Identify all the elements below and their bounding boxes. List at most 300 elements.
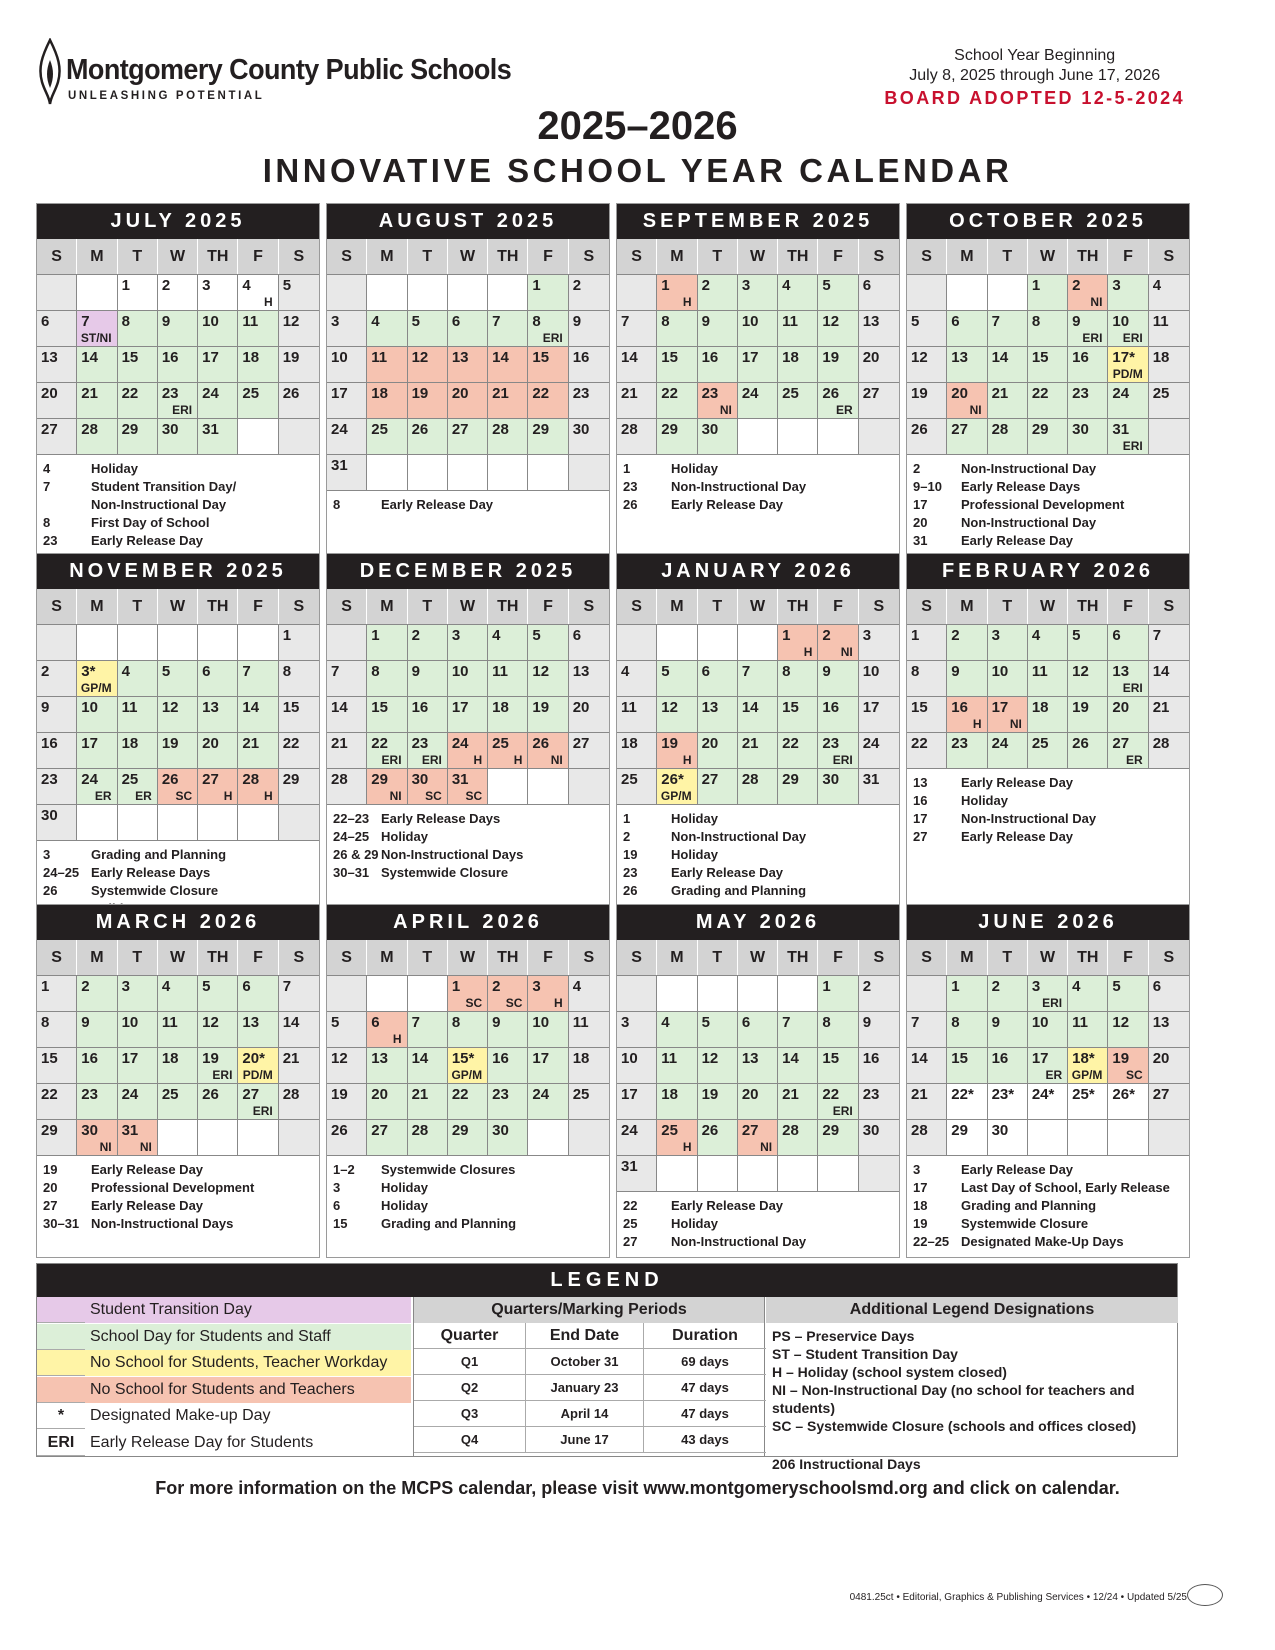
day-of-week-header — [617, 239, 899, 274]
day-cell — [947, 383, 987, 419]
day-of-week: S — [907, 589, 947, 624]
day-number: 3 — [532, 978, 541, 995]
day-cell — [569, 383, 609, 419]
day-code: ERI — [1122, 681, 1143, 695]
note-row — [623, 1197, 893, 1215]
day-cell — [198, 1012, 238, 1048]
day-cell — [988, 625, 1028, 661]
note-text: Systemwide Closures — [381, 1162, 516, 1177]
day-cell — [778, 419, 818, 455]
day-number: 17 — [991, 699, 1009, 716]
day-of-week: TH — [198, 589, 238, 624]
day-cell — [1149, 976, 1189, 1012]
quarter-cell: October 31 — [526, 1349, 644, 1375]
day-of-week: TH — [778, 589, 818, 624]
day-number: 22 — [371, 735, 388, 752]
additional-title: Additional Legend Designations — [766, 1297, 1178, 1323]
day-cell — [818, 383, 858, 419]
day-number: 17 — [741, 349, 759, 366]
day-number: 16 — [991, 1050, 1009, 1067]
day-code: ER — [94, 789, 112, 803]
day-cell — [988, 697, 1028, 733]
month-panel — [616, 904, 900, 1258]
day-cell — [738, 275, 778, 311]
day-number: 6 — [572, 627, 582, 644]
day-cell — [1028, 1120, 1068, 1156]
day-cell — [657, 419, 697, 455]
day-number: 24 — [741, 385, 759, 402]
day-cell — [778, 275, 818, 311]
day-number: 2 — [991, 978, 1000, 995]
month-panel — [326, 203, 610, 557]
month-grid — [907, 624, 1189, 769]
day-of-week: W — [448, 589, 488, 624]
note-row — [913, 1179, 1183, 1197]
day-number: 11 — [121, 699, 138, 716]
day-cell — [738, 976, 778, 1012]
day-cell — [1149, 383, 1189, 419]
day-cell — [448, 311, 488, 347]
day-cell — [1068, 976, 1108, 1012]
day-number: 2 — [81, 978, 90, 995]
day-number: 8 — [822, 1014, 831, 1031]
note-date: 27 — [623, 1234, 638, 1249]
day-number: 2 — [41, 663, 50, 680]
note-date: 19 — [913, 1216, 928, 1231]
day-number: 27 — [41, 421, 58, 438]
day-number: 26 — [701, 1122, 719, 1139]
day-number: 3 — [1031, 978, 1041, 995]
day-cell — [988, 976, 1028, 1012]
day-cell — [327, 733, 367, 769]
day-code: H — [264, 789, 273, 803]
day-number: 3 — [741, 277, 751, 294]
legend-item — [37, 1350, 411, 1376]
day-number: 29 — [661, 421, 678, 438]
day-number: 12 — [911, 349, 928, 366]
day-number: 17 — [451, 699, 469, 716]
day-of-week: S — [293, 949, 305, 966]
day-number: 9 — [81, 1014, 90, 1031]
day-number: 24 — [862, 735, 880, 752]
day-code: ERI — [252, 1104, 273, 1118]
month-grid — [907, 975, 1189, 1156]
day-of-week: F — [528, 239, 568, 274]
month-grid — [907, 274, 1189, 455]
day-cell — [947, 419, 987, 455]
day-of-week: T — [118, 589, 158, 624]
day-cell — [1149, 1048, 1189, 1084]
day-cell — [118, 1120, 158, 1156]
day-number: 13 — [1152, 1014, 1170, 1031]
title-main: INNOVATIVE SCHOOL YEAR CALENDAR — [262, 152, 1013, 189]
day-cell — [327, 455, 367, 491]
day-cell — [279, 383, 319, 419]
day-of-week: M — [657, 589, 697, 624]
day-of-week: S — [617, 940, 657, 975]
org-name: Montgomery County Public Schools — [66, 54, 512, 86]
day-number: 27 — [862, 385, 880, 402]
day-cell — [1108, 697, 1148, 733]
day-cell — [528, 1120, 568, 1156]
day-number: 30 — [41, 807, 58, 824]
day-number: 5 — [532, 627, 541, 644]
day-number: 21 — [991, 385, 1009, 402]
day-cell — [238, 697, 278, 733]
legend-item — [37, 1430, 411, 1456]
day-number: 13 — [371, 1050, 388, 1067]
day-number: 11 — [782, 313, 798, 330]
day-cell — [738, 1084, 778, 1120]
day-cell — [859, 347, 899, 383]
day-of-week-header — [907, 589, 1189, 624]
day-cell — [448, 1120, 488, 1156]
day-cell — [859, 625, 899, 661]
day-cell — [448, 976, 488, 1012]
day-cell — [657, 275, 697, 311]
day-cell — [327, 625, 367, 661]
day-number: 3 — [862, 627, 872, 644]
day-number: 26 — [161, 771, 179, 788]
day-cell — [617, 625, 657, 661]
day-number: 29 — [121, 421, 139, 438]
day-cell — [367, 1084, 407, 1120]
day-number: 26 — [411, 421, 429, 438]
day-of-week: S — [873, 248, 885, 265]
day-cell — [859, 1120, 899, 1156]
day-of-week: W — [158, 239, 198, 274]
day-of-week: T — [408, 589, 448, 624]
legend-label: Designated Make-up Day — [85, 1403, 411, 1429]
day-number: 22 — [451, 1086, 469, 1103]
day-cell — [617, 733, 657, 769]
day-number: 20 — [951, 385, 968, 402]
note-date: 23 — [623, 479, 638, 494]
note-date: 27 — [913, 829, 928, 844]
day-of-week: TH — [198, 239, 238, 274]
designation-item: H – Holiday (school system closed) — [772, 1364, 1007, 1380]
month-panel — [326, 904, 610, 1258]
day-number: 23 — [951, 735, 968, 752]
day-number: 27 — [701, 771, 719, 788]
day-number: 3* — [81, 663, 96, 680]
month-title: MARCH 2026 — [37, 905, 319, 940]
day-cell — [818, 625, 858, 661]
day-cell — [528, 661, 568, 697]
note-date: 30–31 — [333, 865, 370, 880]
day-number: 19 — [701, 1086, 719, 1103]
day-cell — [1108, 733, 1148, 769]
day-number: 20 — [371, 1086, 388, 1103]
day-cell — [988, 1048, 1028, 1084]
month-title: APRIL 2026 — [327, 905, 609, 940]
day-cell — [818, 697, 858, 733]
day-number: 26 — [202, 1086, 219, 1103]
day-cell — [818, 733, 858, 769]
day-number: 10 — [202, 313, 219, 330]
day-cell — [238, 976, 278, 1012]
day-number: 5 — [282, 277, 292, 294]
day-number: 24 — [451, 735, 469, 752]
day-number: 14 — [991, 349, 1009, 366]
day-cell — [118, 383, 158, 419]
day-number: 24 — [532, 1086, 550, 1103]
day-number: 5 — [701, 1014, 710, 1031]
legend-swatch: ERI — [37, 1430, 85, 1455]
day-cell — [947, 1120, 987, 1156]
day-cell — [448, 661, 488, 697]
day-cell — [738, 347, 778, 383]
day-cell — [569, 311, 609, 347]
day-cell — [37, 697, 77, 733]
day-number: 25 — [572, 1086, 590, 1103]
day-code: ERI — [1122, 439, 1143, 453]
day-cell — [198, 697, 238, 733]
day-cell — [198, 347, 238, 383]
note-row — [43, 1197, 313, 1215]
day-cell — [279, 1120, 319, 1156]
day-number: 25* — [1072, 1086, 1095, 1103]
quarters-title: Quarters/Marking Periods — [414, 1297, 764, 1323]
note-text: Non-Instructional Days — [91, 1216, 234, 1231]
day-number: 4 — [1072, 978, 1081, 995]
day-cell — [158, 625, 198, 661]
note-row — [623, 828, 893, 846]
day-cell — [279, 311, 319, 347]
day-cell — [947, 697, 987, 733]
day-number: 7 — [782, 1014, 791, 1031]
day-cell — [528, 275, 568, 311]
day-number: 21 — [331, 735, 348, 752]
month-title: SEPTEMBER 2025 — [617, 204, 899, 239]
day-number: 30 — [81, 1122, 98, 1139]
day-cell — [158, 805, 198, 841]
day-cell — [448, 769, 488, 805]
day-cell — [408, 1120, 448, 1156]
day-cell — [617, 1012, 657, 1048]
note-row — [623, 1215, 893, 1233]
day-cell — [1028, 275, 1068, 311]
day-number: 10 — [1112, 313, 1130, 330]
day-of-week: F — [818, 940, 858, 975]
day-code: ERI — [381, 753, 402, 767]
day-of-week: M — [657, 940, 697, 975]
day-cell — [198, 1048, 238, 1084]
day-of-week: TH — [1068, 589, 1108, 624]
day-number: 15 — [911, 699, 928, 716]
day-cell — [488, 383, 528, 419]
day-cell — [198, 383, 238, 419]
day-number: 5 — [822, 277, 831, 294]
day-number: 6 — [1112, 627, 1121, 644]
day-number: 7 — [242, 663, 251, 680]
day-code: ER — [1126, 753, 1143, 767]
day-number: 5 — [161, 663, 171, 680]
day-number: 8 — [782, 663, 791, 680]
note-date: 15 — [333, 1216, 348, 1231]
note-date: 13 — [913, 775, 928, 790]
note-text: Early Release Day — [961, 775, 1074, 790]
day-number: 7 — [991, 313, 1000, 330]
day-cell — [77, 347, 117, 383]
day-cell — [907, 625, 947, 661]
day-of-week: T — [988, 239, 1028, 274]
day-cell — [448, 419, 488, 455]
day-cell — [488, 419, 528, 455]
day-number: 7 — [331, 663, 340, 680]
day-number: 29 — [41, 1122, 58, 1139]
day-cell — [1149, 347, 1189, 383]
day-cell — [859, 419, 899, 455]
day-number: 25 — [121, 771, 139, 788]
board-adopted: BOARD ADOPTED 12-5-2024 — [884, 88, 1185, 108]
day-of-week: S — [327, 239, 367, 274]
day-number: 8 — [371, 663, 380, 680]
day-cell — [448, 697, 488, 733]
day-number: 14 — [1152, 663, 1170, 680]
day-of-week: M — [657, 239, 697, 274]
note-date: 8 — [333, 497, 341, 512]
day-cell — [158, 733, 198, 769]
note-text: Holiday — [381, 1198, 428, 1213]
day-number: 6 — [862, 277, 872, 294]
day-cell — [488, 275, 528, 311]
day-cell — [657, 1156, 697, 1192]
day-cell — [37, 1012, 77, 1048]
day-number: 7 — [81, 313, 90, 330]
day-cell — [859, 1048, 899, 1084]
day-number: 12 — [202, 1014, 219, 1031]
day-number: 29 — [822, 1122, 840, 1139]
day-number: 23 — [862, 1086, 880, 1103]
day-cell — [657, 661, 697, 697]
legend-label: School Day for Students and Staff — [85, 1324, 411, 1350]
legend-label: Student Transition Day — [85, 1297, 411, 1323]
quarter-header: Quarter — [414, 1323, 526, 1349]
mcps-logo — [36, 38, 556, 108]
day-cell — [37, 347, 77, 383]
day-of-week: S — [907, 239, 947, 274]
note-date: 24–25 — [333, 829, 370, 844]
note-text: Holiday — [381, 1180, 428, 1195]
day-number: 21 — [492, 385, 509, 402]
note-text: Early Release Day — [961, 533, 1074, 548]
day-number: 10 — [621, 1050, 638, 1067]
note-row — [623, 1233, 893, 1251]
day-cell — [118, 976, 158, 1012]
day-cell — [528, 769, 568, 805]
day-number: 20 — [451, 385, 469, 402]
day-number: 16 — [701, 349, 719, 366]
day-cell — [988, 1012, 1028, 1048]
day-cell — [238, 347, 278, 383]
day-number: 2 — [822, 627, 831, 644]
month-title: AUGUST 2025 — [327, 204, 609, 239]
day-of-week: W — [448, 239, 488, 274]
day-cell — [37, 769, 77, 805]
note-date: 26 — [43, 883, 58, 898]
day-number: 22 — [782, 735, 799, 752]
day-cell — [279, 976, 319, 1012]
day-cell — [158, 697, 198, 733]
day-number: 1 — [282, 627, 292, 644]
day-number: 4 — [121, 663, 130, 680]
day-number: 31 — [862, 771, 880, 788]
day-of-week: S — [1163, 248, 1175, 265]
day-cell — [1149, 1120, 1189, 1156]
month-grid — [327, 975, 609, 1156]
designation-item: PS – Preservice Days — [772, 1328, 915, 1344]
note-text: Systemwide Closure — [381, 865, 509, 880]
day-cell — [569, 419, 609, 455]
day-cell — [118, 311, 158, 347]
month-title: DECEMBER 2025 — [327, 554, 609, 589]
day-cell — [778, 769, 818, 805]
day-cell — [448, 1012, 488, 1048]
day-cell — [907, 1084, 947, 1120]
day-number: 8 — [121, 313, 130, 330]
day-number: 29 — [951, 1122, 968, 1139]
day-number: 4 — [492, 627, 501, 644]
month-panel — [36, 553, 320, 907]
day-cell — [947, 311, 987, 347]
note-text: Non-Instructional Day — [961, 515, 1097, 530]
quarter-cell: January 23 — [526, 1375, 644, 1401]
note-row — [43, 532, 313, 550]
month-grid — [37, 274, 319, 455]
day-number: 19 — [202, 1050, 219, 1067]
note-row — [43, 1161, 313, 1179]
day-number: 19 — [411, 385, 429, 402]
day-number: 19 — [911, 385, 928, 402]
day-number: 13 — [1112, 663, 1130, 680]
day-number: 26 — [331, 1122, 348, 1139]
day-number: 11 — [161, 1014, 178, 1031]
note-date: 17 — [913, 811, 928, 826]
day-cell — [408, 769, 448, 805]
day-cell — [617, 347, 657, 383]
day-number: 21 — [242, 735, 260, 752]
day-number: 18 — [572, 1050, 590, 1067]
day-number: 6 — [371, 1014, 380, 1031]
note-row — [333, 1215, 603, 1233]
day-cell — [1149, 1084, 1189, 1120]
day-of-week: F — [818, 239, 858, 274]
note-date: 3 — [333, 1180, 341, 1195]
day-number: 17 — [621, 1086, 638, 1103]
day-cell — [778, 1048, 818, 1084]
day-cell — [569, 625, 609, 661]
day-number: 16 — [822, 699, 840, 716]
day-number: 30 — [572, 421, 590, 438]
day-cell — [238, 383, 278, 419]
day-number: 18 — [492, 699, 509, 716]
day-number: 12 — [1072, 663, 1089, 680]
day-cell — [37, 805, 77, 841]
day-number: 13 — [572, 663, 590, 680]
day-number: 26 — [282, 385, 300, 402]
day-cell — [367, 1012, 407, 1048]
day-cell — [947, 976, 987, 1012]
day-number: 10 — [121, 1014, 139, 1031]
day-cell — [738, 697, 778, 733]
day-cell — [657, 1048, 697, 1084]
note-date: 16 — [913, 793, 928, 808]
day-number: 11 — [1152, 313, 1169, 330]
day-number: 27 — [572, 735, 590, 752]
day-cell — [279, 275, 319, 311]
day-of-week-header — [327, 940, 609, 975]
